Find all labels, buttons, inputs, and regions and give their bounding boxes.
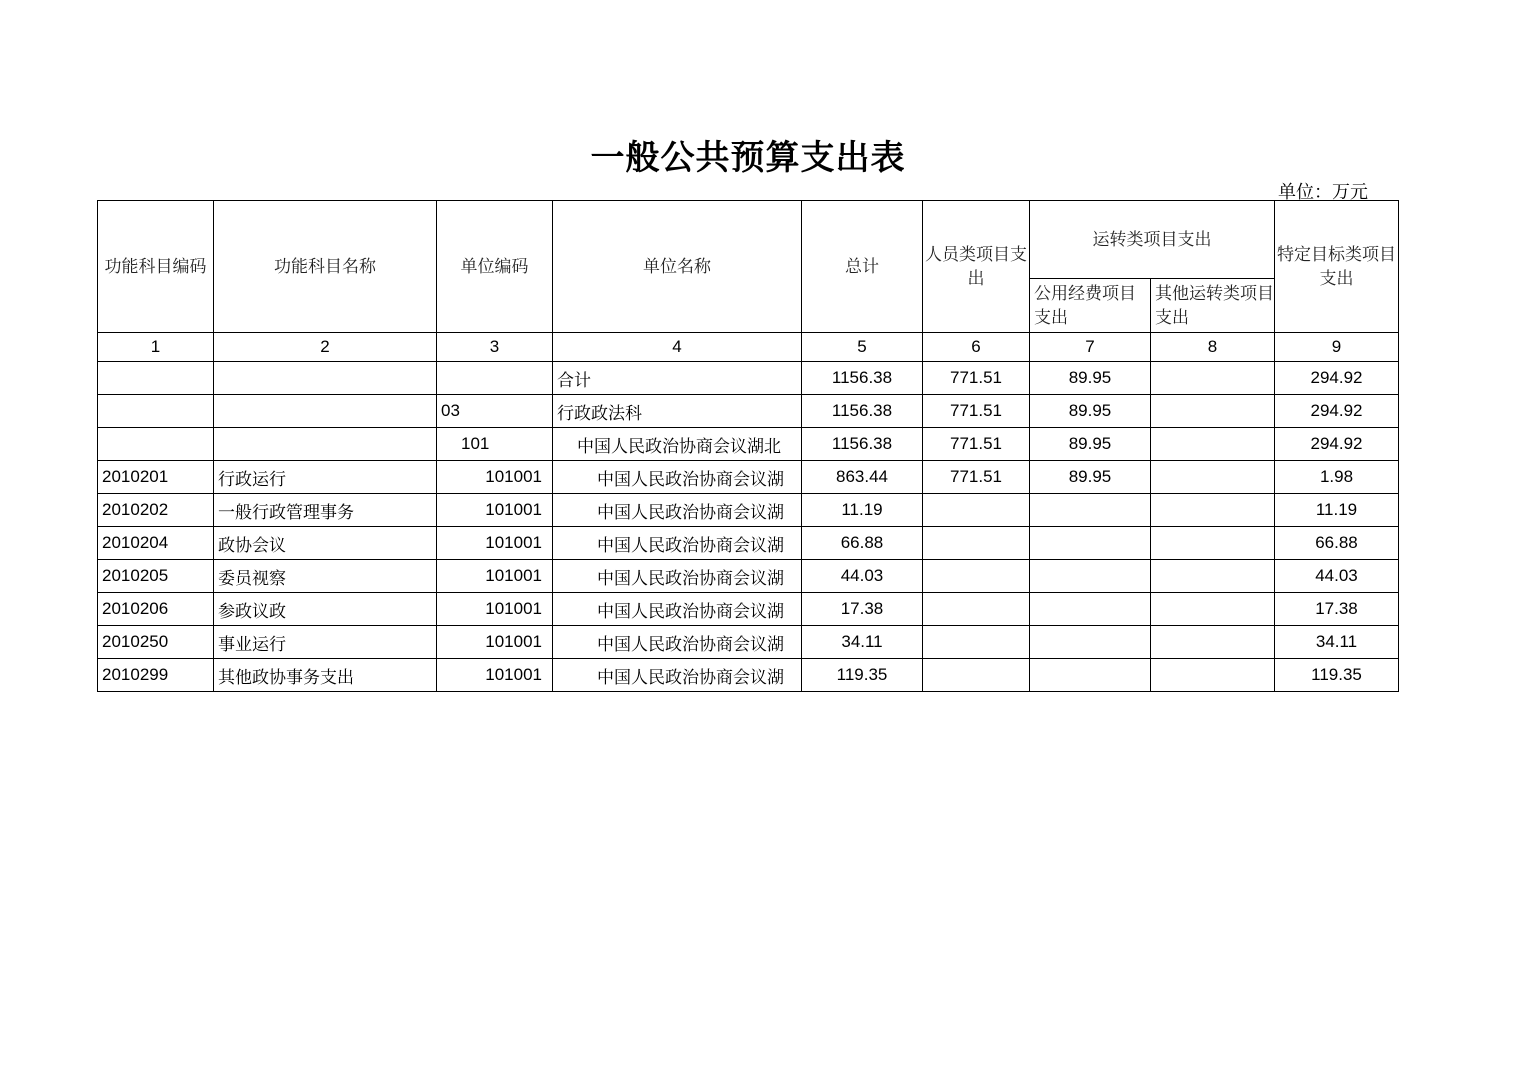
cell-func-code: 2010299: [98, 659, 214, 692]
cell-unit-code: 101001: [437, 659, 553, 692]
cell-unit-code: 101001: [437, 560, 553, 593]
cell-unit-name: 中国人民政治协商会议湖: [553, 527, 802, 560]
cell-func-name: 政协会议: [214, 527, 437, 560]
cell-total: 1156.38: [802, 428, 923, 461]
cell-unit-name: 合计: [553, 362, 802, 395]
cell-public-funds: 89.95: [1030, 461, 1151, 494]
cell-public-funds: [1030, 527, 1151, 560]
cell-unit-code: 101001: [437, 593, 553, 626]
cell-total: 66.88: [802, 527, 923, 560]
cell-unit-name: 中国人民政治协商会议湖北: [553, 428, 802, 461]
cell-personnel: 771.51: [923, 362, 1030, 395]
cell-unit-code: 101001: [437, 527, 553, 560]
cell-func-name: 委员视察: [214, 560, 437, 593]
cell-public-funds: [1030, 560, 1151, 593]
cell-total: 119.35: [802, 659, 923, 692]
cell-unit-code: [437, 362, 553, 395]
table-row: [98, 494, 1399, 527]
cell-other-operation: [1151, 560, 1275, 593]
table-row: [98, 461, 1399, 494]
column-index: 3: [437, 333, 553, 362]
cell-public-funds: [1030, 626, 1151, 659]
cell-other-operation: [1151, 527, 1275, 560]
cell-func-code: [98, 362, 214, 395]
cell-unit-name: 中国人民政治协商会议湖: [553, 659, 802, 692]
column-index: 1: [98, 333, 214, 362]
page-title: 一般公共预算支出表: [590, 138, 906, 178]
cell-total: 863.44: [802, 461, 923, 494]
cell-unit-code: 101001: [437, 626, 553, 659]
cell-func-code: 2010201: [98, 461, 214, 494]
cell-func-name: [214, 428, 437, 461]
table-row: [98, 626, 1399, 659]
cell-special: 17.38: [1275, 593, 1399, 626]
cell-personnel: [923, 560, 1030, 593]
cell-special: 66.88: [1275, 527, 1399, 560]
header-func-name: 功能科目名称: [214, 201, 437, 333]
column-index: 5: [802, 333, 923, 362]
column-index: 9: [1275, 333, 1399, 362]
header-other-operation: 其他运转类项目支出: [1151, 279, 1275, 333]
budget-table: [97, 200, 1399, 692]
cell-public-funds: 89.95: [1030, 395, 1151, 428]
cell-special: 44.03: [1275, 560, 1399, 593]
cell-total: 44.03: [802, 560, 923, 593]
header-operation: 运转类项目支出: [1030, 201, 1275, 279]
cell-other-operation: [1151, 461, 1275, 494]
header-personnel: 人员类项目支出: [923, 201, 1030, 333]
cell-func-name: [214, 395, 437, 428]
cell-func-code: [98, 395, 214, 428]
cell-public-funds: 89.95: [1030, 428, 1151, 461]
cell-unit-name: 中国人民政治协商会议湖: [553, 593, 802, 626]
cell-total: 1156.38: [802, 395, 923, 428]
cell-total: 11.19: [802, 494, 923, 527]
cell-special: 294.92: [1275, 428, 1399, 461]
header-total: 总计: [802, 201, 923, 333]
cell-unit-name: 中国人民政治协商会议湖: [553, 560, 802, 593]
cell-func-name: 行政运行: [214, 461, 437, 494]
cell-func-name: 一般行政管理事务: [214, 494, 437, 527]
header-unit-code: 单位编码: [437, 201, 553, 333]
cell-func-code: 2010202: [98, 494, 214, 527]
table-row: [98, 362, 1399, 395]
cell-personnel: 771.51: [923, 395, 1030, 428]
cell-personnel: [923, 593, 1030, 626]
column-index: 6: [923, 333, 1030, 362]
cell-personnel: 771.51: [923, 428, 1030, 461]
column-index: 8: [1151, 333, 1275, 362]
cell-func-code: 2010250: [98, 626, 214, 659]
cell-func-name: 事业运行: [214, 626, 437, 659]
cell-personnel: [923, 626, 1030, 659]
cell-func-name: [214, 362, 437, 395]
cell-special: 294.92: [1275, 362, 1399, 395]
column-index: 4: [553, 333, 802, 362]
cell-total: 34.11: [802, 626, 923, 659]
cell-func-name: 参政议政: [214, 593, 437, 626]
cell-func-code: 2010205: [98, 560, 214, 593]
table-row: [98, 428, 1399, 461]
cell-special: 34.11: [1275, 626, 1399, 659]
header-special: 特定目标类项目支出: [1275, 201, 1399, 333]
cell-other-operation: [1151, 362, 1275, 395]
cell-special: 119.35: [1275, 659, 1399, 692]
cell-unit-name: 行政政法科: [553, 395, 802, 428]
cell-personnel: [923, 527, 1030, 560]
cell-special: 1.98: [1275, 461, 1399, 494]
cell-personnel: [923, 494, 1030, 527]
header-public-funds: 公用经费项目支出: [1030, 279, 1151, 333]
cell-personnel: 771.51: [923, 461, 1030, 494]
cell-other-operation: [1151, 659, 1275, 692]
cell-other-operation: [1151, 395, 1275, 428]
cell-unit-name: 中国人民政治协商会议湖: [553, 626, 802, 659]
cell-special: 294.92: [1275, 395, 1399, 428]
cell-func-code: 2010206: [98, 593, 214, 626]
cell-public-funds: [1030, 659, 1151, 692]
cell-other-operation: [1151, 626, 1275, 659]
column-index: 2: [214, 333, 437, 362]
cell-other-operation: [1151, 428, 1275, 461]
cell-public-funds: [1030, 593, 1151, 626]
cell-personnel: [923, 659, 1030, 692]
cell-total: 17.38: [802, 593, 923, 626]
cell-unit-name: 中国人民政治协商会议湖: [553, 494, 802, 527]
cell-unit-name: 中国人民政治协商会议湖: [553, 461, 802, 494]
cell-public-funds: 89.95: [1030, 362, 1151, 395]
cell-unit-code: 101: [437, 428, 553, 461]
cell-func-code: [98, 428, 214, 461]
table-row: [98, 659, 1399, 692]
cell-special: 11.19: [1275, 494, 1399, 527]
cell-func-name: 其他政协事务支出: [214, 659, 437, 692]
cell-total: 1156.38: [802, 362, 923, 395]
cell-other-operation: [1151, 494, 1275, 527]
column-index-row: [98, 333, 1399, 362]
cell-unit-code: 03: [437, 395, 553, 428]
table-row: [98, 395, 1399, 428]
cell-public-funds: [1030, 494, 1151, 527]
unit-label: 单位：万元: [1278, 182, 1368, 203]
table-row: [98, 560, 1399, 593]
cell-unit-code: 101001: [437, 494, 553, 527]
column-index: 7: [1030, 333, 1151, 362]
cell-unit-code: 101001: [437, 461, 553, 494]
cell-other-operation: [1151, 593, 1275, 626]
header-func-code: 功能科目编码: [98, 201, 214, 333]
table-row: [98, 527, 1399, 560]
header-unit-name: 单位名称: [553, 201, 802, 333]
cell-func-code: 2010204: [98, 527, 214, 560]
table-row: [98, 593, 1399, 626]
